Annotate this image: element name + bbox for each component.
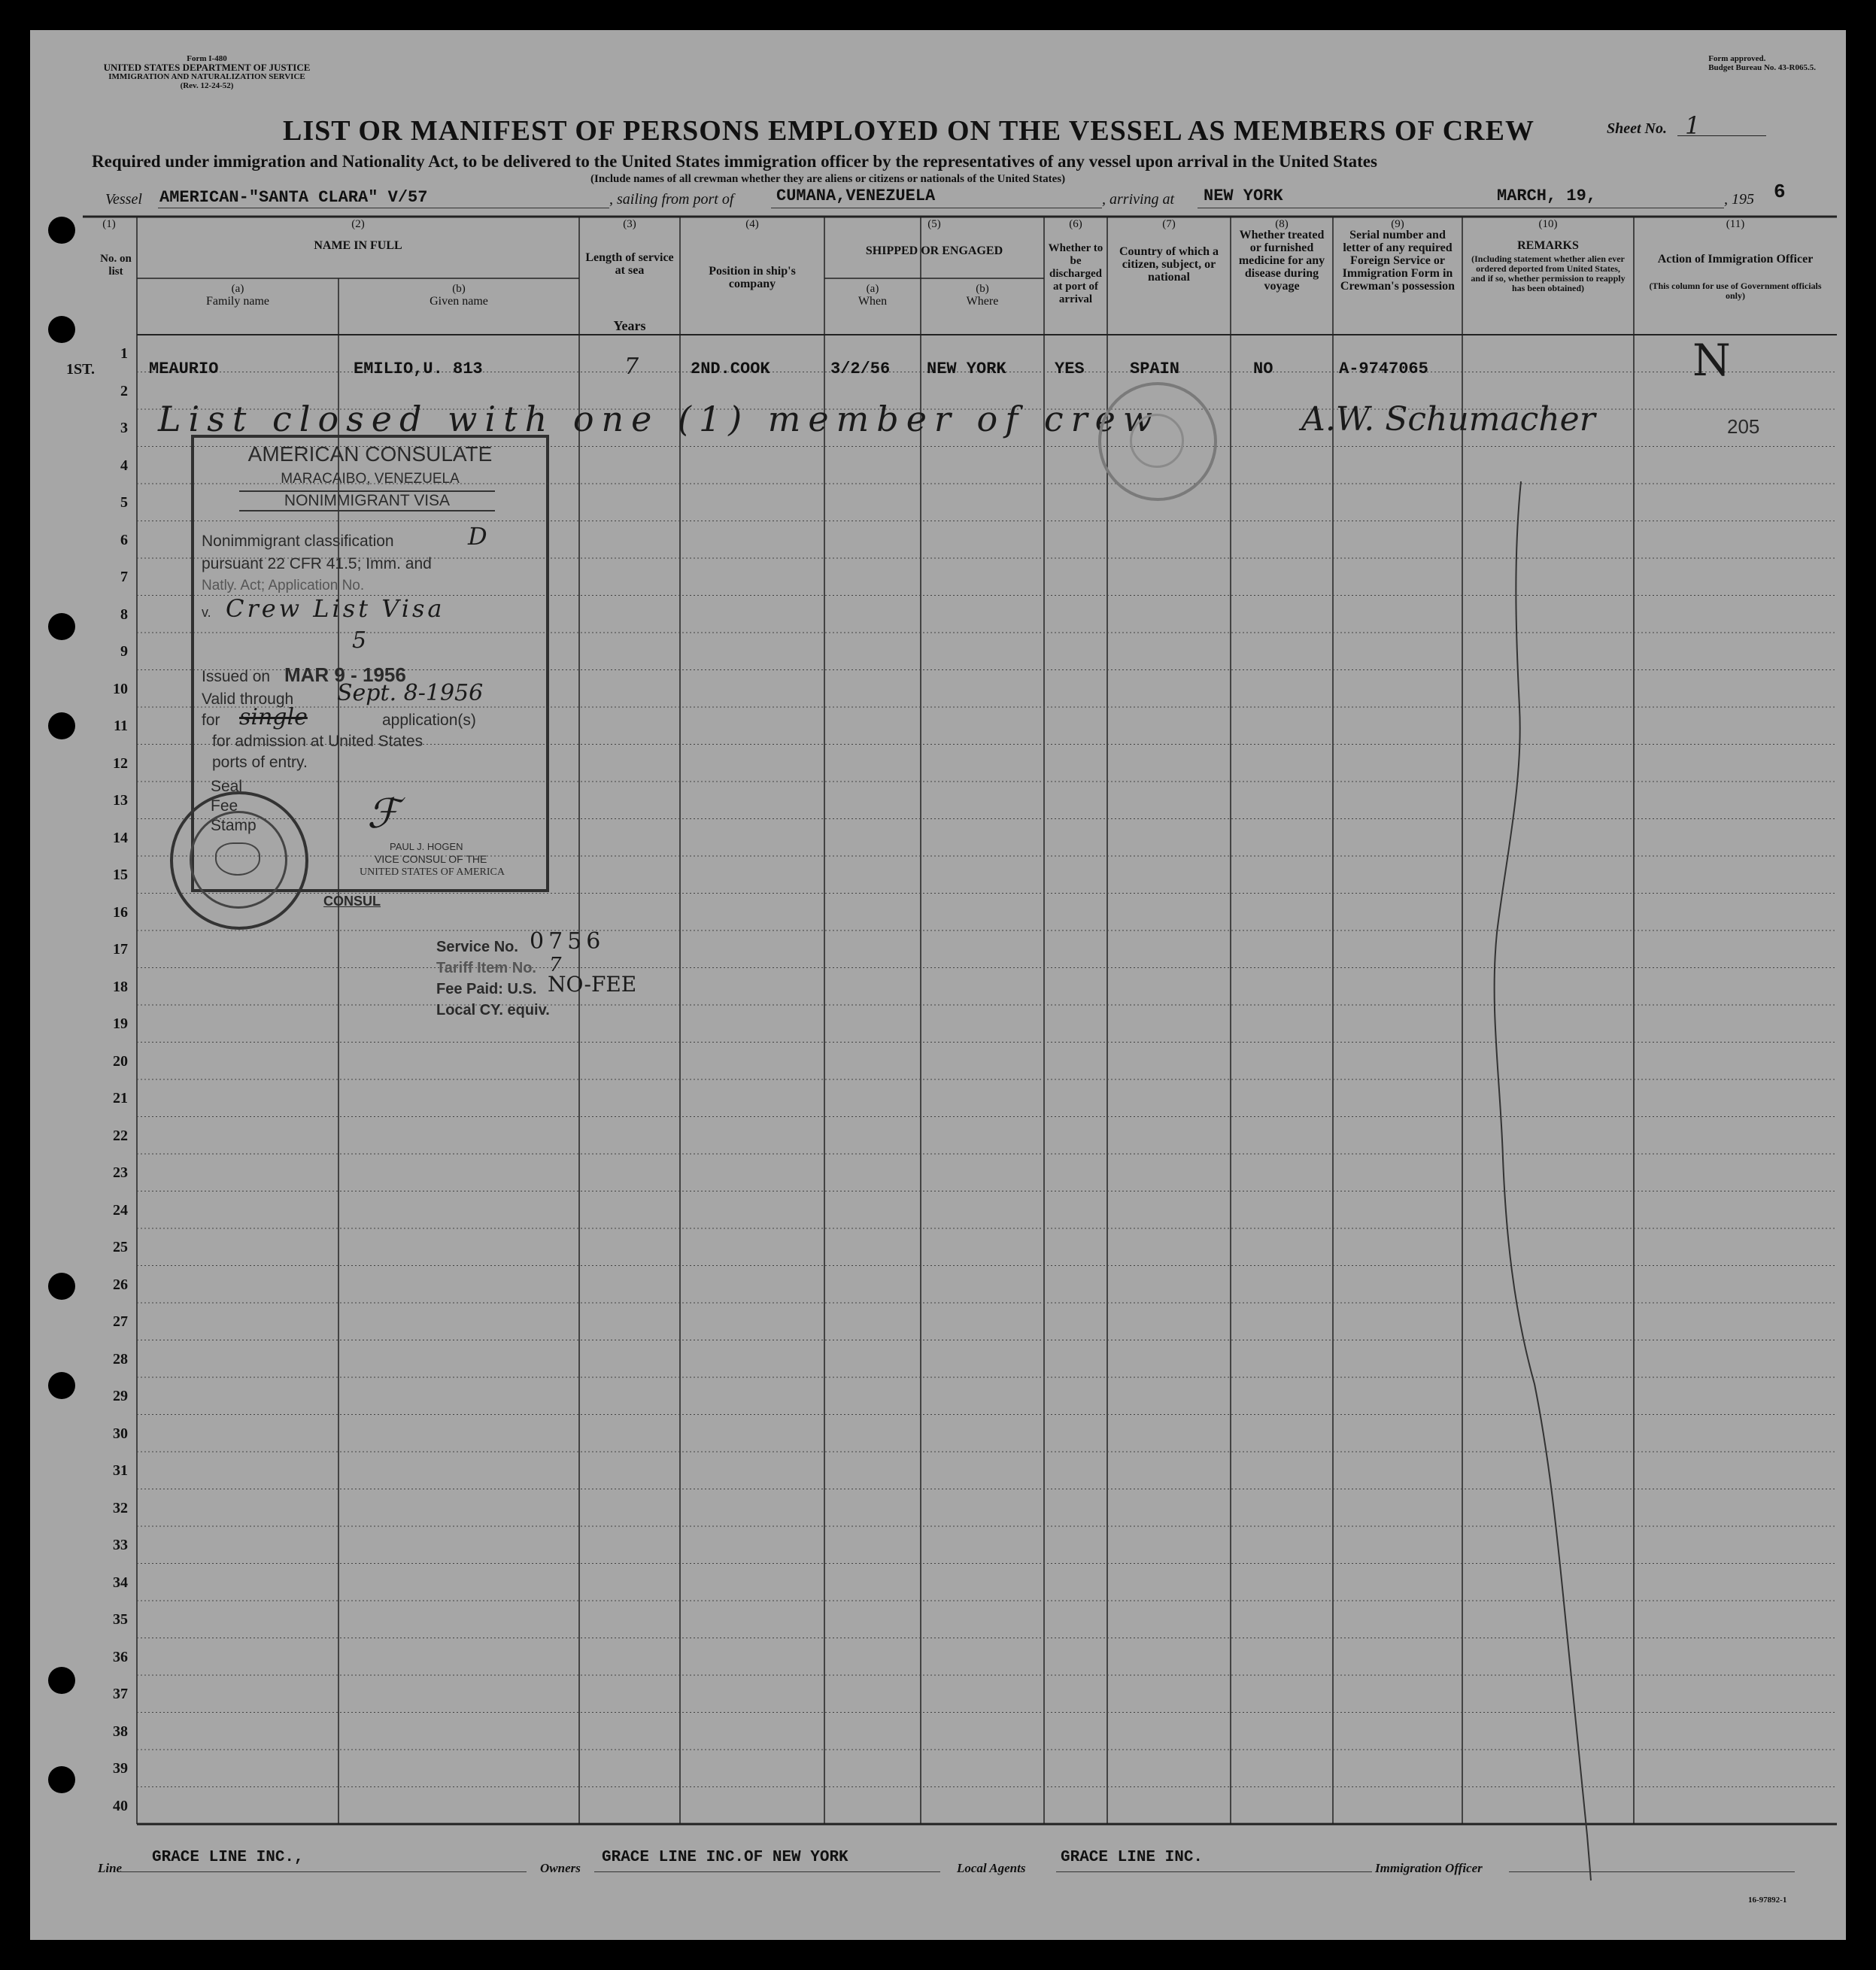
row-number: 1	[120, 345, 128, 362]
col8-number: (8)	[1275, 218, 1289, 230]
shipped-where: NEW YORK	[927, 360, 1006, 378]
page-title: LIST OR MANIFEST OF PERSONS EMPLOYED ON THE VESSEL AS MEMBERS OF CREW	[283, 115, 1534, 147]
visa-ports: ports of entry.	[212, 754, 308, 771]
col11-label: Action of Immigration Officer	[1657, 253, 1814, 266]
col5-label: SHIPPED OR ENGAGED	[865, 244, 1003, 257]
col9-number: (9)	[1391, 218, 1404, 230]
form-approved: Form approved.	[1708, 54, 1766, 63]
agents-underline	[1056, 1871, 1372, 1872]
arriving-value: NEW YORK	[1204, 187, 1283, 205]
row-number: 27	[113, 1313, 128, 1330]
col8-label: Whether treated or furnished medicine for any disease during voyage	[1238, 229, 1325, 293]
row-number: 12	[113, 754, 128, 772]
visa-issued-date: MAR 9 - 1956	[284, 663, 406, 686]
fee-label: Fee Paid: U.S.	[436, 981, 537, 997]
row-number: 32	[113, 1499, 128, 1516]
subtitle: Required under immigration and Nationality Act, to be delivered to the United States immigration officer by the representatives of any vessel upon arrival in the United States	[92, 152, 1377, 171]
col4-label: Position in ship's company	[709, 265, 796, 290]
visa-consulate: AMERICAN CONSULATE	[247, 442, 493, 466]
row-number: 34	[113, 1574, 128, 1591]
col7-number: (7)	[1162, 218, 1176, 230]
col3-number: (3)	[623, 218, 636, 230]
col1-label: No. on list	[100, 253, 132, 278]
pencil-line	[30, 30, 1846, 1940]
visa-signer: PAUL J. HOGEN	[390, 841, 463, 852]
row-number: 19	[113, 1015, 128, 1032]
punch-hole	[48, 1667, 75, 1694]
year-digit: 6	[1774, 181, 1786, 203]
visa-seal-label: Seal	[211, 778, 243, 795]
visa-valid-date: Sept. 8-1956	[337, 680, 484, 706]
row-number: 26	[113, 1276, 128, 1293]
revision-date: (Rev. 12-24-52)	[180, 81, 234, 90]
col5b-label: Where	[966, 295, 999, 308]
punch-hole	[48, 1766, 75, 1793]
visa-for-label: for	[202, 712, 220, 729]
service-label: Service No.	[436, 939, 518, 955]
row-number: 20	[113, 1052, 128, 1070]
year-label: , 195	[1724, 191, 1754, 208]
vessel-label: Vessel	[105, 191, 142, 208]
col2-label: NAME IN FULL	[314, 239, 402, 252]
visa-fee-label: Fee	[211, 797, 238, 815]
col1-number: (1)	[102, 218, 116, 230]
consul-signature-glyph: ℱ	[367, 790, 399, 837]
col2a-number: (a)	[231, 283, 244, 295]
sheet-number: 1	[1685, 111, 1701, 140]
col5a-label: When	[858, 295, 888, 308]
print-code: 16-97892-1	[1748, 1896, 1787, 1905]
arriving-label: , arriving at	[1102, 191, 1175, 208]
visa-pursuant: pursuant 22 CFR 41.5; Imm. and	[202, 555, 432, 572]
visa-signer-title2: UNITED STATES OF AMERICA	[360, 867, 505, 878]
row-number: 35	[113, 1611, 128, 1628]
service-value: 0756	[530, 928, 606, 955]
visa-class-value: D	[468, 522, 487, 551]
row-number: 13	[113, 792, 128, 809]
tariff-value: 7	[549, 954, 562, 976]
officer-underline	[1509, 1871, 1795, 1872]
visa-stamp-label: Stamp	[211, 817, 257, 834]
line-underline	[120, 1871, 527, 1872]
discharged: YES	[1055, 360, 1085, 378]
punch-hole	[48, 1372, 75, 1399]
row-number: 3	[120, 420, 128, 436]
visa-valid-label: Valid through	[202, 691, 294, 708]
col6-label: Whether to be discharged at port of arrival	[1048, 242, 1103, 305]
col9-label: Serial number and letter of any required Foreign Service or Immigration Form in Crewman's possession	[1340, 229, 1456, 293]
visa-tick: 5	[352, 627, 367, 654]
row-number: 39	[113, 1760, 128, 1777]
punch-hole	[48, 1273, 75, 1300]
col2a-label: Family name	[206, 295, 269, 308]
owners-label: Owners	[540, 1861, 581, 1875]
punch-hole	[48, 217, 75, 244]
punch-hole	[48, 613, 75, 640]
row-number: 8	[120, 606, 128, 623]
visa-for-value: single	[239, 704, 308, 730]
col2b-label: Given name	[430, 295, 488, 308]
row-number: 14	[113, 829, 128, 846]
row-number: 4	[120, 457, 128, 474]
col2-number: (2)	[351, 218, 365, 230]
row-number: 24	[113, 1201, 128, 1219]
row-number: 10	[113, 680, 128, 697]
budget-bureau: Budget Bureau No. 43-R065.5.	[1708, 63, 1816, 72]
port-label: , sailing from port of	[609, 191, 734, 208]
col3-unit: Years	[613, 318, 646, 333]
visa-class-label: Nonimmigrant classification	[202, 533, 394, 550]
col5b-number: (b)	[976, 283, 989, 295]
row-number: 18	[113, 978, 128, 995]
sheet-label: Sheet No.	[1607, 120, 1667, 137]
list-closed-note: List closed with one (1) member of crew	[158, 399, 1161, 439]
row-number: 30	[113, 1425, 128, 1442]
row-number: 36	[113, 1648, 128, 1665]
manifest-sheet	[30, 30, 1846, 1940]
row-number: 9	[120, 643, 128, 660]
row-number: 21	[113, 1090, 128, 1106]
col7-label: Country of which a citizen, subject, or national	[1119, 245, 1219, 284]
col11-note: (This column for use of Government officials only)	[1649, 281, 1822, 301]
row-number: 2	[120, 382, 128, 399]
given-name: EMILIO,U. 813	[354, 360, 483, 378]
visa-v-prefix: v.	[202, 605, 211, 620]
vessel-name: AMERICAN-"SANTA CLARA" V/57	[159, 188, 428, 207]
visa-signer-title1: VICE CONSUL OF THE	[375, 853, 487, 865]
serial-number: A-9747065	[1339, 360, 1428, 378]
immigration-signature: A.W. Schumacher	[1301, 400, 1595, 439]
col6-number: (6)	[1069, 218, 1082, 230]
row-number: 31	[113, 1462, 128, 1479]
service-name: IMMIGRATION AND NATURALIZATION SERVICE	[108, 72, 305, 81]
officer-label: Immigration Officer	[1375, 1861, 1483, 1875]
department-name: UNITED STATES DEPARTMENT OF JUSTICE	[103, 62, 311, 73]
punch-hole	[48, 712, 75, 739]
medicine: NO	[1253, 360, 1273, 378]
visa-city: MARACAIBO, VENEZUELA	[281, 471, 460, 487]
col5-number: (5)	[927, 218, 941, 230]
row-number: 38	[113, 1723, 128, 1740]
visa-admission: for admission at United States	[212, 733, 423, 750]
row-number: 22	[113, 1127, 128, 1144]
visa-natly: Natly. Act; Application No.	[202, 578, 365, 593]
col3-label: Length of service at sea	[585, 251, 674, 277]
row-number: 29	[113, 1388, 128, 1404]
years-at-sea: 7	[624, 354, 639, 380]
action-mark: N	[1692, 335, 1731, 386]
owners-value: GRACE LINE INC.OF NEW YORK	[602, 1849, 848, 1866]
row-number: 28	[113, 1350, 128, 1367]
row-number: 6	[120, 531, 128, 548]
line-value: GRACE LINE INC.,	[152, 1849, 304, 1866]
line-label: Line	[98, 1861, 123, 1875]
position: 2ND.COOK	[691, 360, 770, 378]
row-number: 37	[113, 1686, 128, 1702]
row-number: 17	[113, 941, 128, 958]
row-number: 16	[113, 903, 128, 921]
page-number: 205	[1727, 415, 1760, 438]
row-number: 40	[113, 1797, 128, 1814]
col10-label: REMARKS	[1517, 239, 1579, 252]
visa-crew-list: Crew List Visa	[226, 594, 445, 623]
col10-number: (10)	[1538, 218, 1558, 230]
port-value: CUMANA,VENEZUELA	[776, 187, 936, 205]
visa-issued-label: Issued on	[202, 668, 271, 685]
arrival-date: MARCH, 19,	[1497, 187, 1597, 205]
row-number: 5	[120, 494, 128, 511]
row1-prefix: 1ST.	[66, 361, 95, 378]
visa-application: application(s)	[382, 712, 476, 729]
col2b-number: (b)	[452, 283, 466, 295]
col10-note: (Including statement whether alien ever ordered deported from United States, and if so, whether permission to reapply has been obtained)	[1471, 253, 1626, 293]
agents-label: Local Agents	[957, 1861, 1026, 1875]
punch-hole	[48, 316, 75, 343]
row-number: 15	[113, 867, 128, 883]
local-cy-label: Local CY. equiv.	[436, 1002, 550, 1018]
shipped-when: 3/2/56	[830, 360, 891, 378]
owners-underline	[594, 1871, 940, 1872]
row-number: 33	[113, 1537, 128, 1553]
family-name: MEAURIO	[149, 360, 219, 378]
row-number: 11	[114, 718, 128, 734]
form-number: Form I-480	[187, 54, 227, 63]
tariff-label: Tariff Item No.	[436, 960, 536, 976]
visa-type-header: NONIMMIGRANT VISA	[239, 490, 495, 511]
subtitle-note: (Include names of all crewman whether they are aliens or citizens or nationals of the United States)	[590, 173, 1066, 185]
row-number: 23	[113, 1164, 128, 1181]
row-number: 25	[113, 1239, 128, 1255]
col5a-number: (a)	[866, 283, 879, 295]
visa-consul-label: CONSUL	[323, 894, 381, 909]
agents-value: GRACE LINE INC.	[1061, 1849, 1204, 1866]
fee-value: NO-FEE	[548, 972, 637, 997]
col4-number: (4)	[745, 218, 759, 230]
country: SPAIN	[1130, 360, 1180, 378]
row-number: 7	[120, 569, 128, 585]
col11-number: (11)	[1726, 218, 1745, 230]
